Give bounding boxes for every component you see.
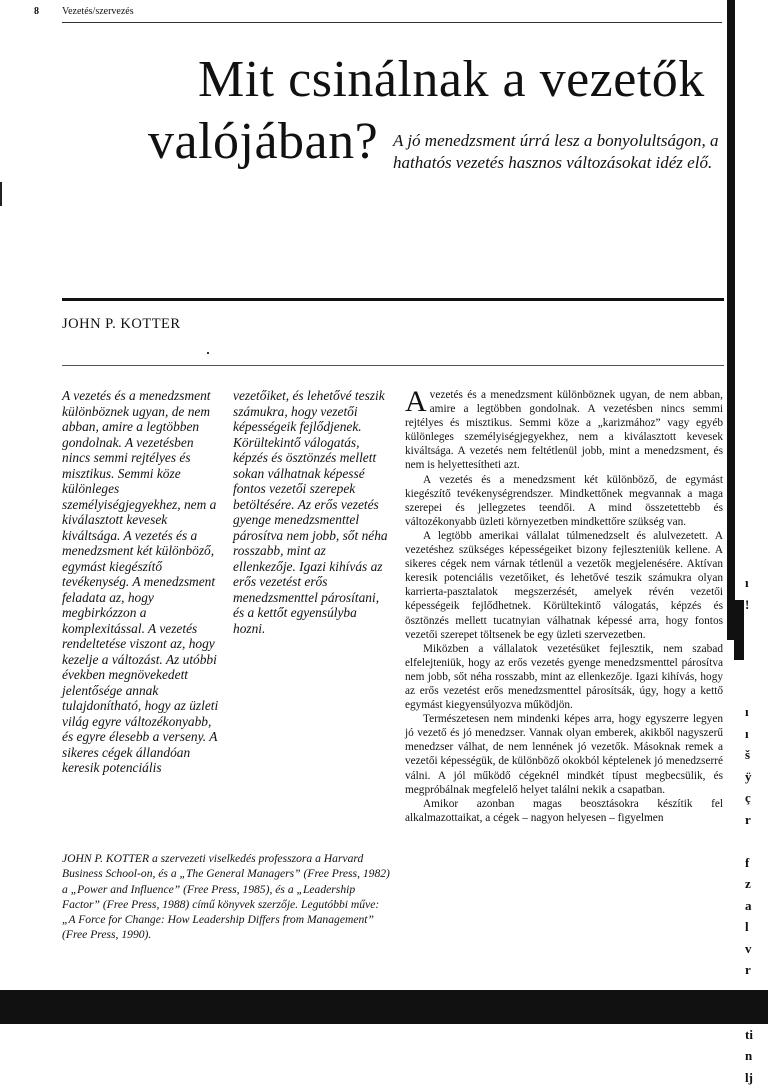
header-rule <box>62 22 722 23</box>
article-title-line1: Mit csinálnak a vezetők <box>198 51 705 108</box>
speck <box>207 352 209 354</box>
scan-bottom-shadow <box>0 990 768 1024</box>
article-subtitle: A jó menedzsment úrrá lesz a bonyolultságon, a hathatós vezetés hasznos változásokat idéz elő. <box>393 131 719 172</box>
title-divider <box>62 298 724 301</box>
lead-summary-column-2: vezetőiket, és lehetővé teszik számukra, hogy vezetői képességeik fejlődjenek. Körültekintő válogatás, képzés és ösztönzés mellett sokan válhatnak képessé fontos vezetői szerepek betöltésére. Az erős vezetés gyenge menedzsmenttel párosítva nem jobb, sőt néha rosszabb, mint az ellenkezője. Igazi kihívás az erős vezetést erős menedzsmenttel párosítani, és a kettőt egyensúlyba hozni. <box>233 388 388 636</box>
facing-page-text-fragments: ı ! ı ı š ÿ ç r f z a l v r ti n lj <box>745 575 753 1085</box>
author-divider <box>62 365 724 366</box>
scan-edge-shadow-lower <box>734 600 744 660</box>
scan-mark <box>0 182 2 206</box>
lead-summary-column-1: A vezetés és a menedzsment különböznek ugyan, de nem abban, amire a legtöbben gondolnak. A vezetésben nincs semmi rejtélyes és misztikus. Semmi köze különleges személyiségjegyekhez, nem a kiválasztott kevesek kiváltsága. A vezetés és a menedzsment két különböző, egymást kiegészítő tevékenység. A menedzsment feladata az, hogy megbirkózzon a komplexitással. A vezetés rendeltetése viszont az, hogy kezelje a változást. Az utóbbi években megnövekedett jelentősége annak tulajdonítható, hogy az üzleti világ egyre változékonyabb, és egyre élesebb a verseny. A sikeres cégek állandóan keresik potenciális <box>62 388 219 775</box>
article-body <box>405 385 723 825</box>
article-title-line2: valójában? <box>148 113 379 170</box>
body-paragraph-4: Miközben a vállalatok vezetésüket fejlesztik, nem szabad elfelejteniük, hogy az erős vezetés gyenge menedzsmenttel párosítva nem jobb, sőt néha rosszabb, mint az ellenkezője. Igazi kihívás, hogy az erős vezetést erős menedzsmenttel párosítsák, úgy, hogy a kettő egymást kiegyensúlyozva működjön. <box>405 642 723 712</box>
body-paragraph-1 <box>405 385 723 473</box>
page-number: 8 <box>34 6 39 17</box>
section-label: Vezetés/szervezés <box>62 6 134 17</box>
body-paragraph-2: A vezetés és a menedzsment két különböző, de egymást kiegészítő tevékenységrendszer. Mindkettőnek megvannak a maga szerepei és jellegzetes teendői. A mind összetettebb és változékonyabb üzleti környezetben mindkettőre szükség van. <box>405 473 723 528</box>
body-paragraph-5: Természetesen nem mindenki képes arra, hogy egyszerre legyen jó vezető és jó menedzser. Vannak olyan emberek, akikből nagyszerű menedzser válhat, de nem lennének jó vezetők. Másoknak remek a vezetői képességük, de különböző okokból képtelenek jó menedzserré válni. A jól működő cégeknél mindkét típust megbecsülik, és megpróbálnak megfelelő helyet találni nekik a csapatban. <box>405 713 723 796</box>
author-bio: JOHN P. KOTTER a szervezeti viselkedés professzora a Harvard Business School-on, és a „The General Managers” (Free Press, 1982) a „Power and Influence” (Free Press, 1985), és a „Leadership Factor” (Free Press, 1988) című könyvek szerzője. Legutóbbi műve: „A Force for Change: How Leadership Differs from Management” (Free Press, 1990). <box>62 852 390 942</box>
author-name: JOHN P. KOTTER <box>62 316 181 332</box>
scan-edge-shadow <box>727 0 735 640</box>
body-paragraph-6: Amikor azonban magas beosztásokra készítik fel alkalmazottaikat, a cégek – nagyon helyesen – figyelmen <box>405 797 723 824</box>
body-paragraph-1-text: vezetés és a menedzsment különböznek ugyan, de nem abban, amire a legtöbben gondolnak. A vezetésben nincs semmi rejtélyes és misztikus. Semmi köze a „karizmához” vagy egyéb különleges személyiségjegyekhez, nem a kiválasztott kevesek kiváltsága. A vezetés nem feltétlenül jobb, mint a menedzsment, és nem is helyettesítheti azt. <box>405 389 723 472</box>
drop-cap: A <box>405 385 427 418</box>
body-paragraph-3: A legtöbb amerikai vállalat túlmenedzselt és alulvezetett. A vezetéshez szükséges képességeiket bizony fejleszteniük kellene. A sikeres cégek nem várnak tétlenül a vezetők megjelenésére. Aktívan keresik potenciális vezetőiket, és lehetővé teszik számukra olyan karrierta-pasztalatok megszerzését, amelyek révén vezetői képességeik fejlődhetnek. Körültekintő válogatás, képzés és ösztönzés mellett tucatnyian válhatnak képessé arra, hogy fontos vezetői szerepet töltsenek be egy üzleti szervezetben. <box>405 529 723 641</box>
